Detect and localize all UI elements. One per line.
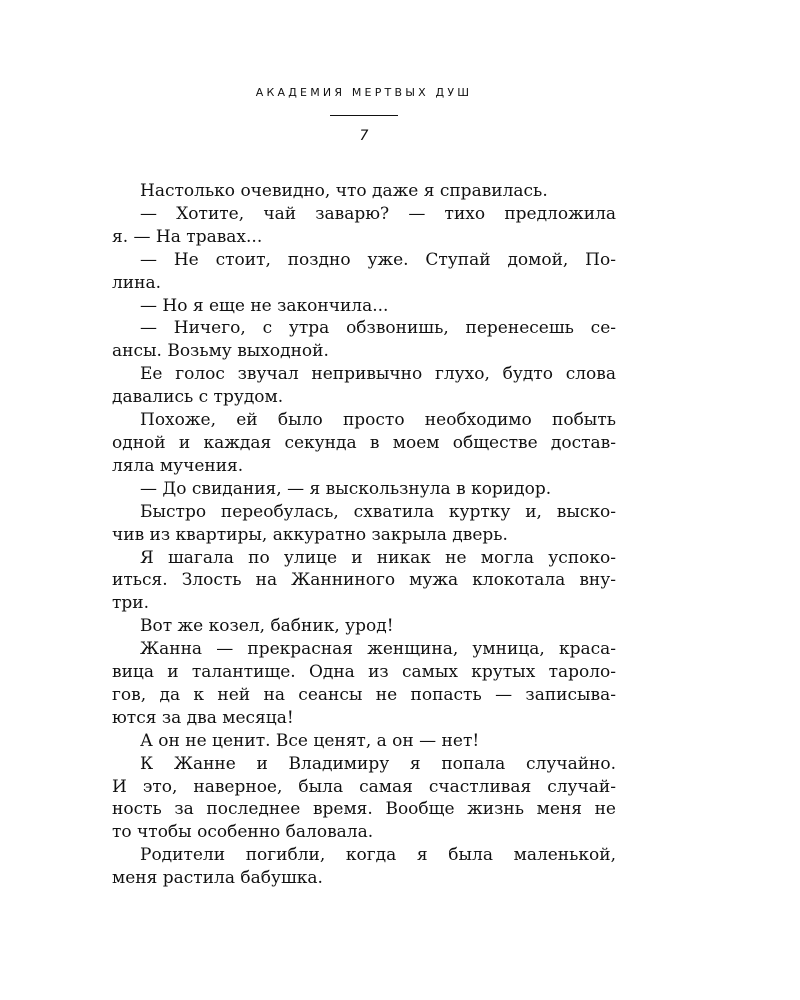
text-line: Родители погибли, когда я была маленькой, [140,845,616,866]
header-divider [330,115,398,116]
text-line: ность за последнее время. Вообще жизнь меня не [112,799,616,820]
text-line: я. — На травах... [112,226,263,247]
running-head-title: АКАДЕМИЯ МЕРТВЫХ ДУШ [255,86,473,99]
text-line: — До свидания, — я выскользнула в коридор. [140,478,552,499]
text-line: Ее голос звучал непривычно глухо, будто слова [140,364,616,385]
text-line: ляла мучения. [112,455,244,476]
text-line: три. [112,593,150,614]
text-line: Быстро переобулась, схватила куртку и, выско- [140,501,616,522]
text-line: Настолько очевидно, что даже я справилась. [140,181,548,201]
text-line: гов, да к ней на сеансы не попасть — записыва- [112,684,616,705]
text-line: — Не стоит, поздно уже. Ступай домой, По- [140,249,616,270]
text-line: ются за два месяца! [112,707,294,728]
text-line: одной и каждая секунда в моем обществе достав- [112,432,616,453]
text-line: давались с трудом. [112,387,284,408]
text-line: иться. Злость на Жанниного мужа клокотала вну- [112,570,616,591]
page-number: 7 [359,128,369,144]
text-line: то чтобы особенно баловала. [112,822,374,843]
text-line: Жанна — прекрасная женщина, умница, краса- [140,639,616,660]
text-line: — Ничего, с утра обзвонишь, перенесешь се- [140,318,616,339]
text-line: К Жанне и Владимиру я попала случайно. [140,753,616,774]
text-line: ансы. Возьму выходной. [112,341,329,362]
text-line: Похоже, ей было просто необходимо побыть [140,410,616,431]
text-line: лина. [112,272,161,293]
text-line: А он не ценит. Все ценят, а он — нет! [140,730,480,751]
text-line: — Но я еще не закончила... [140,295,389,316]
text-line: меня растила бабушка. [112,868,323,889]
text-line: Вот же козел, бабник, урод! [140,616,394,637]
text-line: вица и талантище. Одна из самых крутых тароло- [112,662,616,683]
text-line: — Хотите, чай заварю? — тихо предложила [140,203,616,224]
text-line: И это, наверное, была самая счастливая случай- [112,776,616,797]
text-line: чив из квартиры, аккуратно закрыла дверь. [112,524,508,545]
body-text [112,180,616,890]
text-line: Я шагала по улице и никак не могла успоко- [140,547,616,568]
